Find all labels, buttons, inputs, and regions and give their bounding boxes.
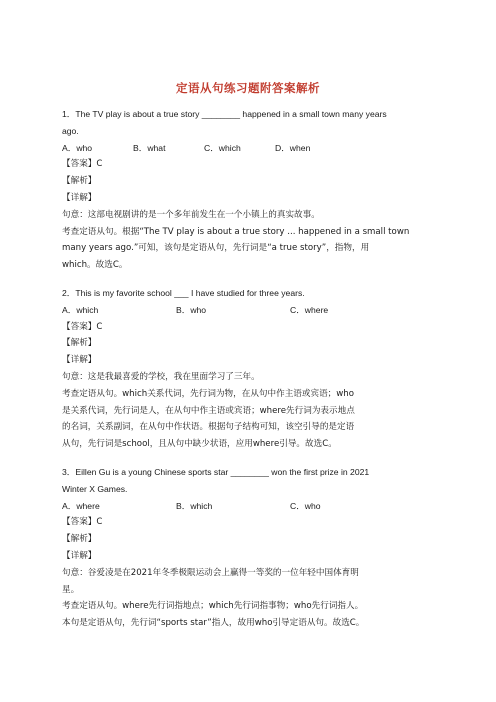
option-c: C．where [290, 304, 329, 315]
options [62, 302, 440, 319]
explanation-line: 本句是定语从句，先行词“sports star”指人，故用who引导定语从句。故选C。 [62, 618, 365, 629]
analysis-label: 【解析】 [62, 338, 97, 349]
explanation-line: 句意：这是我最喜爱的学校，我在里面学习了三年。 [62, 371, 260, 382]
explanation-line: 考查定语从句。where先行词指地点；which先行词指事物；who先行词指人。 [62, 601, 364, 612]
option-a: A．who [62, 142, 93, 153]
options [62, 140, 440, 157]
option-d: D．when [275, 142, 311, 153]
option-a: A．where [62, 500, 100, 511]
option-a: A．which [62, 304, 99, 315]
explanation-line: 从句，先行词是school，且从句中缺少状语，应用where引导。故选C。 [62, 439, 337, 450]
detail-label: 【详解】 [62, 355, 97, 366]
detail-label: 【详解】 [62, 192, 97, 203]
option-b: B．what [133, 142, 166, 153]
question-stem: 3．Eillen Gu is a young Chinese sports star ________ won the first prize in 2021 [62, 466, 370, 477]
explanation-line: which。故选C。 [62, 260, 128, 271]
option-c: C．who [290, 500, 321, 511]
explanation-line: 的名词，关系副词，在从句中作状语。根据句子结构可知，该空引导的是定语 [62, 422, 355, 433]
answer-label: 【答案】C [62, 321, 103, 332]
question-stem: 1．The TV play is about a true story ________ happened in a small town many years [62, 109, 387, 119]
question-3 [62, 464, 440, 632]
question-2 [62, 285, 440, 453]
explanation-line: 句意：谷爱凌是在2021年冬季极限运动会上赢得一等奖的一位年轻中国体育明 [62, 567, 359, 578]
options [62, 498, 440, 515]
explanation-line: 句意：这部电视剧讲的是一个多年前发生在一个小镇上的真实故事。 [62, 209, 320, 220]
explanation-line: 星。 [62, 584, 80, 595]
question-list [62, 106, 440, 632]
answer-label: 【答案】C [62, 159, 103, 170]
question-stem: 2．This is my favorite school ___ I have studied for three years. [62, 287, 305, 298]
option-b: B．which [176, 500, 213, 511]
detail-label: 【详解】 [62, 550, 97, 561]
question-stem-cont: Winter X Games. [62, 483, 128, 494]
analysis-label: 【解析】 [62, 534, 97, 545]
explanation-line: 考查定语从句。根据“The TV play is about a true story ... happened in a small town [62, 226, 410, 237]
analysis-label: 【解析】 [62, 176, 97, 187]
explanation-line: many years ago.”可知，该句是定语从句，先行词是“a true story”，指物，用 [62, 243, 370, 254]
question-1 [62, 106, 440, 274]
option-c: C．which [204, 142, 241, 153]
question-stem-cont: ago. [62, 125, 79, 136]
option-b: B．who [176, 304, 207, 315]
explanation-line: 是关系代词，先行词是人，在从句中作主语或宾语；where先行词为表示地点 [62, 405, 355, 416]
answer-label: 【答案】C [62, 517, 103, 528]
explanation-line: 考查定语从句。which关系代词，先行词为物，在从句中作主语或宾语；who [62, 388, 354, 399]
page-title: 定语从句练习题附答案解析 [176, 81, 320, 95]
